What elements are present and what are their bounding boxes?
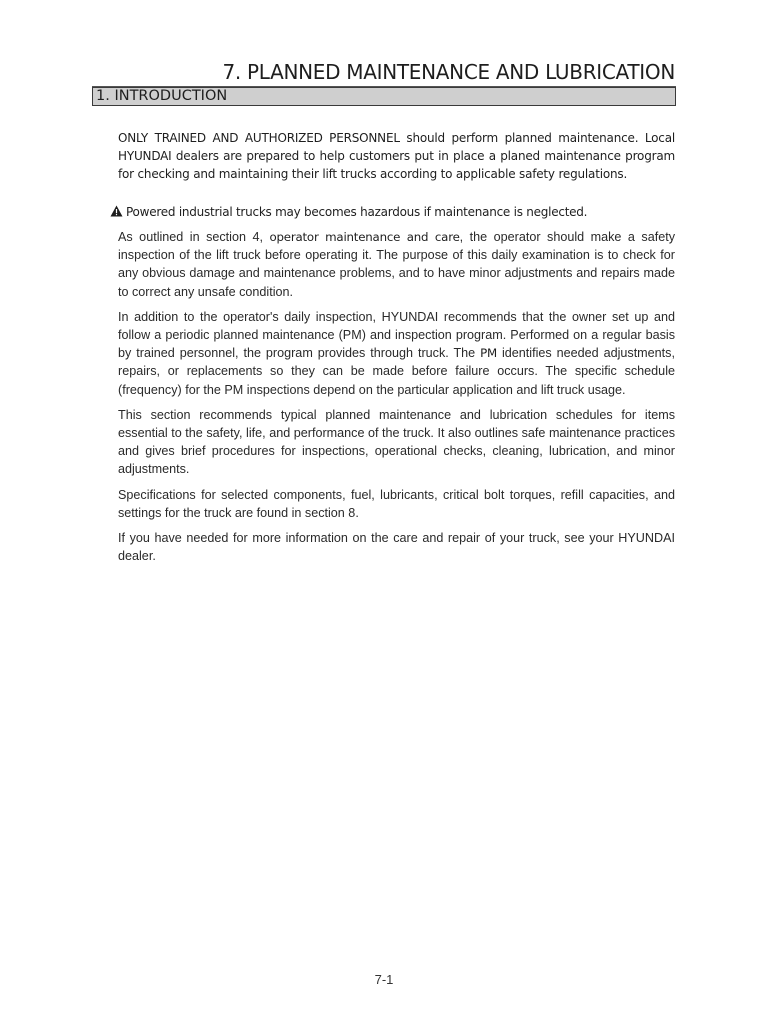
page-number: 7-1 bbox=[374, 972, 394, 987]
paragraph-2-end: identifies needed adjustments, repairs, or replacements so they can be made before failure occurs. The specific schedule (frequency) for the PM inspections depend on the particular application and lift truck usage. bbox=[118, 346, 675, 397]
warning-text: Powered industrial trucks may becomes hazardous if maintenance is neglected. bbox=[126, 205, 588, 219]
body-text bbox=[118, 228, 675, 572]
paragraph-2-start: In addition to the operator's daily inspection, HYUNDAI recommends that the owner set up and follow a periodic planned maintenance (PM) and inspection program. Performed on a regular basis by trained personnel, the program provides through truck. The bbox=[118, 309, 675, 361]
paragraph-1 bbox=[118, 228, 675, 301]
paragraph-5: If you have needed for more information on the care and repair of your truck, see your HYUNDAI dealer. bbox=[118, 531, 675, 564]
warning-triangle-icon bbox=[110, 205, 123, 217]
section-label: 1. INTRODUCTION bbox=[96, 88, 228, 104]
warning-line bbox=[110, 203, 680, 221]
operator-maintenance-reference: operator maintenance and care bbox=[269, 230, 460, 244]
paragraph-1-start: As outlined in section 4, bbox=[118, 230, 270, 244]
paragraph-3: This section recommends typical planned maintenance and lubrication schedules for items essential to the safety, life, and performance of the truck. It also outlines safe maintenance practices and gives brief procedures for inspections, operational checks, cleaning, lubrication, and minor adjustments. bbox=[118, 407, 675, 477]
paragraph-4: Specifications for selected components, fuel, lubricants, critical bolt torques, refill capacities, and settings for the truck are found in section 8. bbox=[118, 487, 675, 520]
paragraph-2 bbox=[118, 308, 675, 399]
personnel-notice: ONLY TRAINED AND AUTHORIZED PERSONNEL should perform planned maintenance. Local HYUNDAI dealers are prepared to help customers put in place a planed maintenance program for checking and maintaining their lift trucks according to applicable safety regulations. bbox=[118, 131, 675, 181]
chapter-title: 7. PLANNED MAINTENANCE AND LUBRICATION bbox=[222, 60, 675, 84]
section-header-bar bbox=[92, 87, 676, 106]
pm-term: PM bbox=[480, 346, 498, 361]
paragraph-1-end: , the operator should make a safety inspection of the lift truck before operating it. The purpose of this daily examination is to check for any obvious damage and maintenance problems, and to have minor adjustments and repairs made to correct any unsafe condition. bbox=[118, 230, 675, 299]
